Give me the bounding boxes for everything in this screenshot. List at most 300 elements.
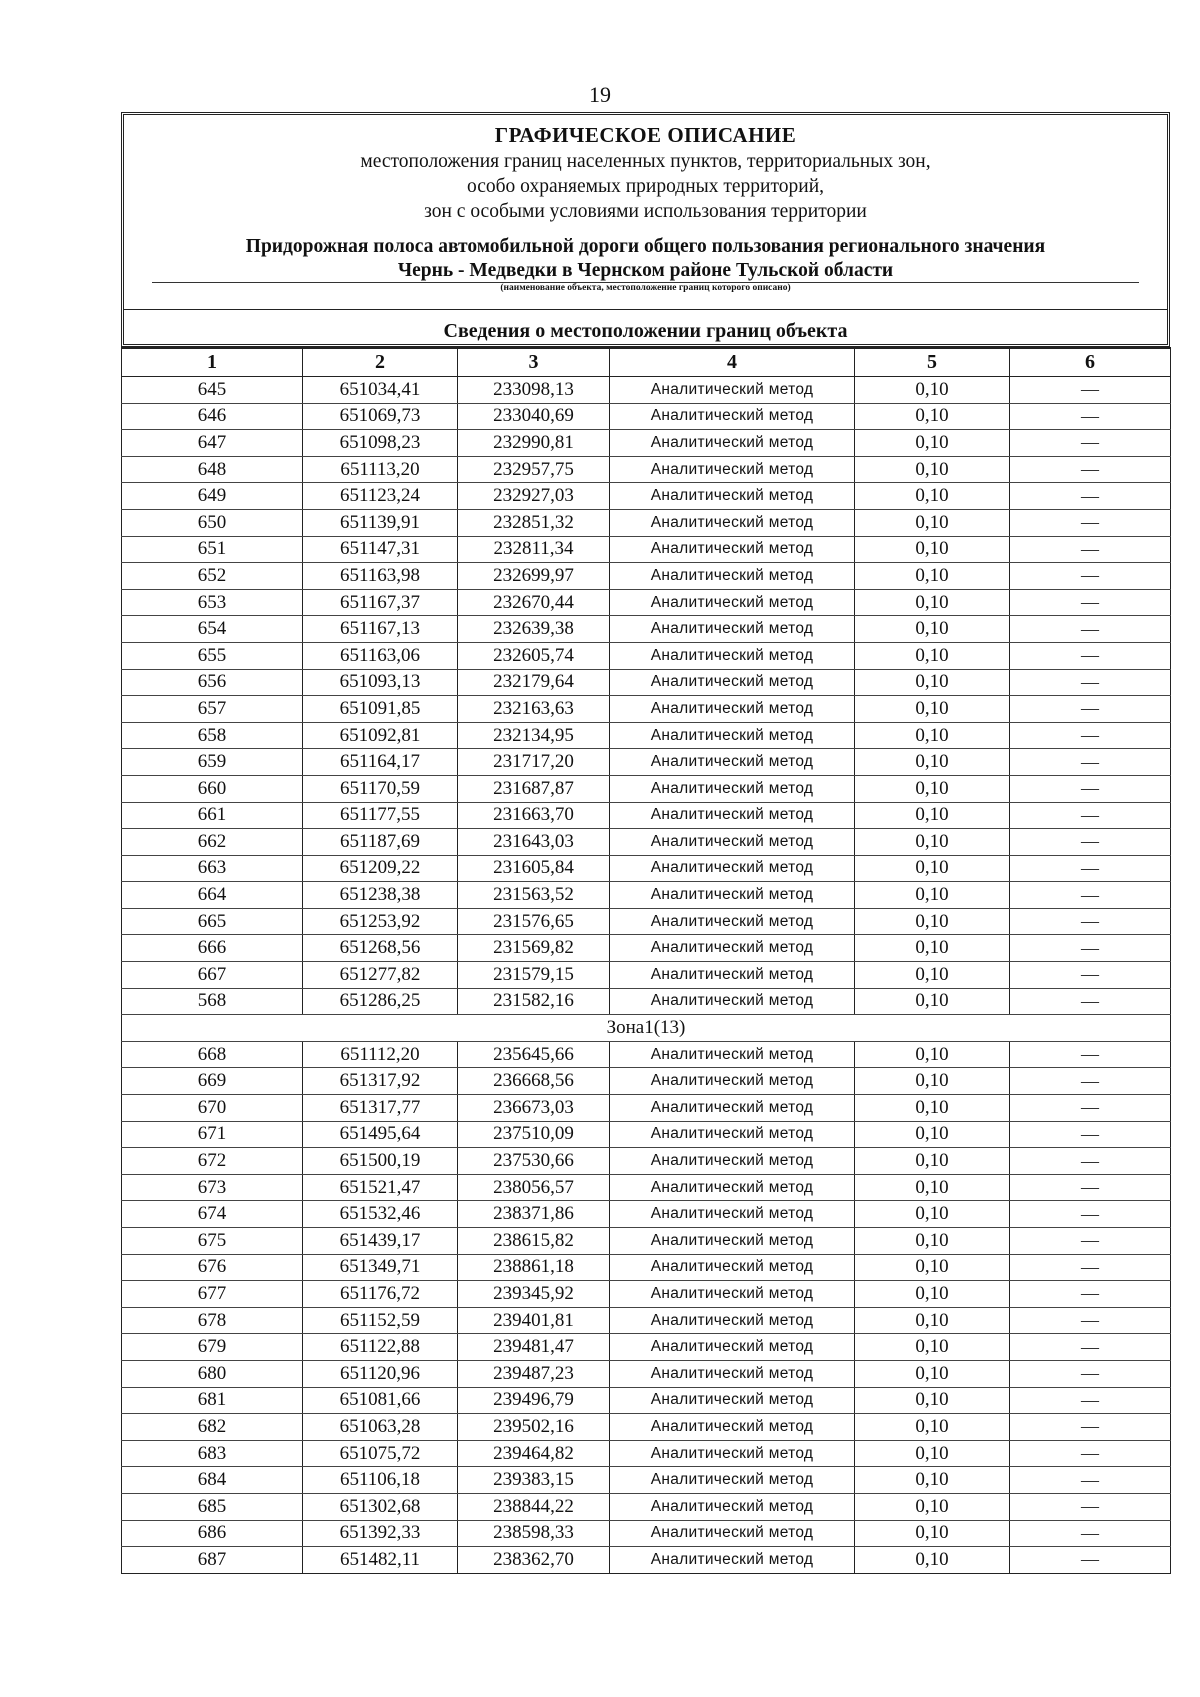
point-number-cell: 657 (122, 696, 303, 723)
description-cell: — (1010, 1467, 1171, 1494)
point-number-cell: 682 (122, 1414, 303, 1441)
point-number-cell: 676 (122, 1254, 303, 1281)
description-cell: — (1010, 1387, 1171, 1414)
description-cell: — (1010, 669, 1171, 696)
y-coordinate-cell: 231563,52 (458, 882, 610, 909)
description-cell: — (1010, 855, 1171, 882)
x-coordinate-cell: 651286,25 (303, 988, 458, 1015)
subtitle-line-2: особо охраняемых природных территорий, (467, 176, 824, 197)
method-cell: Аналитический метод (610, 642, 855, 669)
y-coordinate-cell: 232927,03 (458, 483, 610, 510)
x-coordinate-cell: 651167,37 (303, 589, 458, 616)
description-cell: — (1010, 430, 1171, 457)
x-coordinate-cell: 651122,88 (303, 1334, 458, 1361)
accuracy-cell: 0,10 (855, 1148, 1010, 1175)
description-cell: — (1010, 749, 1171, 776)
column-header: 5 (855, 348, 1010, 377)
y-coordinate-cell: 231643,03 (458, 829, 610, 856)
y-coordinate-cell: 237530,66 (458, 1148, 610, 1175)
accuracy-cell: 0,10 (855, 1174, 1010, 1201)
method-cell: Аналитический метод (610, 377, 855, 404)
x-coordinate-cell: 651139,91 (303, 509, 458, 536)
description-cell: — (1010, 962, 1171, 989)
point-number-cell: 672 (122, 1148, 303, 1175)
x-coordinate-cell: 651170,59 (303, 775, 458, 802)
table-row (122, 935, 1171, 962)
point-number-cell: 660 (122, 775, 303, 802)
point-number-cell: 670 (122, 1095, 303, 1122)
method-cell: Аналитический метод (610, 1121, 855, 1148)
point-number-cell: 678 (122, 1307, 303, 1334)
column-header: 3 (458, 348, 610, 377)
accuracy-cell: 0,10 (855, 829, 1010, 856)
description-cell: — (1010, 1520, 1171, 1547)
method-cell: Аналитический метод (610, 563, 855, 590)
accuracy-cell: 0,10 (855, 616, 1010, 643)
description-cell: — (1010, 775, 1171, 802)
method-cell: Аналитический метод (610, 1068, 855, 1095)
y-coordinate-cell: 232957,75 (458, 456, 610, 483)
x-coordinate-cell: 651120,96 (303, 1360, 458, 1387)
point-number-cell: 666 (122, 935, 303, 962)
table-row (122, 1520, 1171, 1547)
x-coordinate-cell: 651163,06 (303, 642, 458, 669)
point-number-cell: 655 (122, 642, 303, 669)
x-coordinate-cell: 651112,20 (303, 1041, 458, 1068)
y-coordinate-cell: 236673,03 (458, 1095, 610, 1122)
method-cell: Аналитический метод (610, 509, 855, 536)
x-coordinate-cell: 651164,17 (303, 749, 458, 776)
method-cell: Аналитический метод (610, 1095, 855, 1122)
description-cell: — (1010, 1360, 1171, 1387)
method-cell: Аналитический метод (610, 1148, 855, 1175)
point-number-cell: 684 (122, 1467, 303, 1494)
point-number-cell: 677 (122, 1281, 303, 1308)
description-cell: — (1010, 829, 1171, 856)
point-number-cell: 651 (122, 536, 303, 563)
table-row (122, 430, 1171, 457)
table-row (122, 1360, 1171, 1387)
table-row (122, 483, 1171, 510)
method-cell: Аналитический метод (610, 1041, 855, 1068)
description-cell: — (1010, 696, 1171, 723)
accuracy-cell: 0,10 (855, 1201, 1010, 1228)
point-number-cell: 645 (122, 377, 303, 404)
point-number-cell: 667 (122, 962, 303, 989)
table-row (122, 1281, 1171, 1308)
point-number-cell: 669 (122, 1068, 303, 1095)
table-row (122, 1467, 1171, 1494)
point-number-cell: 653 (122, 589, 303, 616)
accuracy-cell: 0,10 (855, 1414, 1010, 1441)
accuracy-cell: 0,10 (855, 563, 1010, 590)
method-cell: Аналитический метод (610, 1201, 855, 1228)
table-row (122, 1068, 1171, 1095)
accuracy-cell: 0,10 (855, 749, 1010, 776)
accuracy-cell: 0,10 (855, 403, 1010, 430)
table-row (122, 696, 1171, 723)
y-coordinate-cell: 231569,82 (458, 935, 610, 962)
method-cell: Аналитический метод (610, 483, 855, 510)
subtitle-line-3: зон с особыми условиями использования территории (424, 201, 867, 222)
accuracy-cell: 0,10 (855, 1520, 1010, 1547)
accuracy-cell: 0,10 (855, 669, 1010, 696)
description-cell: — (1010, 1281, 1171, 1308)
point-number-cell: 658 (122, 722, 303, 749)
accuracy-cell: 0,10 (855, 1440, 1010, 1467)
point-number-cell: 685 (122, 1493, 303, 1520)
method-cell: Аналитический метод (610, 829, 855, 856)
table-row (122, 1440, 1171, 1467)
column-header: 4 (610, 348, 855, 377)
x-coordinate-cell: 651238,38 (303, 882, 458, 909)
y-coordinate-cell: 238362,70 (458, 1547, 610, 1574)
method-cell: Аналитический метод (610, 1281, 855, 1308)
method-cell: Аналитический метод (610, 430, 855, 457)
table-row (122, 1254, 1171, 1281)
accuracy-cell: 0,10 (855, 1254, 1010, 1281)
description-cell: — (1010, 722, 1171, 749)
accuracy-cell: 0,10 (855, 696, 1010, 723)
y-coordinate-cell: 231582,16 (458, 988, 610, 1015)
x-coordinate-cell: 651163,98 (303, 563, 458, 590)
description-cell: — (1010, 1228, 1171, 1255)
point-number-cell: 652 (122, 563, 303, 590)
accuracy-cell: 0,10 (855, 377, 1010, 404)
point-number-cell: 656 (122, 669, 303, 696)
description-cell: — (1010, 509, 1171, 536)
description-cell: — (1010, 1440, 1171, 1467)
point-number-cell: 663 (122, 855, 303, 882)
x-coordinate-cell: 651482,11 (303, 1547, 458, 1574)
method-cell: Аналитический метод (610, 722, 855, 749)
method-cell: Аналитический метод (610, 1307, 855, 1334)
y-coordinate-cell: 231605,84 (458, 855, 610, 882)
x-coordinate-cell: 651176,72 (303, 1281, 458, 1308)
x-coordinate-cell: 651177,55 (303, 802, 458, 829)
y-coordinate-cell: 232605,74 (458, 642, 610, 669)
accuracy-cell: 0,10 (855, 483, 1010, 510)
table-row (122, 1174, 1171, 1201)
method-cell: Аналитический метод (610, 403, 855, 430)
table-row (122, 377, 1171, 404)
x-coordinate-cell: 651439,17 (303, 1228, 458, 1255)
point-number-cell: 687 (122, 1547, 303, 1574)
method-cell: Аналитический метод (610, 988, 855, 1015)
method-cell: Аналитический метод (610, 1228, 855, 1255)
x-coordinate-cell: 651152,59 (303, 1307, 458, 1334)
method-cell: Аналитический метод (610, 669, 855, 696)
accuracy-cell: 0,10 (855, 908, 1010, 935)
accuracy-cell: 0,10 (855, 1360, 1010, 1387)
table-row (122, 1334, 1171, 1361)
page-number: 19 (589, 82, 611, 107)
method-cell: Аналитический метод (610, 1440, 855, 1467)
description-cell: — (1010, 536, 1171, 563)
point-number-cell: 664 (122, 882, 303, 909)
point-number-cell: 654 (122, 616, 303, 643)
header-separator (124, 309, 1167, 310)
column-header: 1 (122, 348, 303, 377)
x-coordinate-cell: 651392,33 (303, 1520, 458, 1547)
table-row (122, 1201, 1171, 1228)
y-coordinate-cell: 239481,47 (458, 1334, 610, 1361)
table-row (122, 882, 1171, 909)
x-coordinate-cell: 651123,24 (303, 483, 458, 510)
method-cell: Аналитический метод (610, 1254, 855, 1281)
y-coordinate-cell: 236668,56 (458, 1068, 610, 1095)
x-coordinate-cell: 651187,69 (303, 829, 458, 856)
table-row (122, 988, 1171, 1015)
table-row (122, 908, 1171, 935)
zone-row (122, 1015, 1171, 1042)
method-cell: Аналитический метод (610, 616, 855, 643)
accuracy-cell: 0,10 (855, 536, 1010, 563)
description-cell: — (1010, 882, 1171, 909)
accuracy-cell: 0,10 (855, 1387, 1010, 1414)
table-row (122, 722, 1171, 749)
point-number-cell: 650 (122, 509, 303, 536)
description-cell: — (1010, 589, 1171, 616)
y-coordinate-cell: 239345,92 (458, 1281, 610, 1308)
description-cell: — (1010, 1148, 1171, 1175)
accuracy-cell: 0,10 (855, 1467, 1010, 1494)
method-cell: Аналитический метод (610, 882, 855, 909)
method-cell: Аналитический метод (610, 1387, 855, 1414)
method-cell: Аналитический метод (610, 1174, 855, 1201)
x-coordinate-cell: 651034,41 (303, 377, 458, 404)
accuracy-cell: 0,10 (855, 1547, 1010, 1574)
method-cell: Аналитический метод (610, 908, 855, 935)
y-coordinate-cell: 239502,16 (458, 1414, 610, 1441)
x-coordinate-cell: 651302,68 (303, 1493, 458, 1520)
x-coordinate-cell: 651500,19 (303, 1148, 458, 1175)
x-coordinate-cell: 651093,13 (303, 669, 458, 696)
subtitle-line-1: местоположения границ населенных пунктов, территориальных зон, (360, 151, 931, 172)
y-coordinate-cell: 239464,82 (458, 1440, 610, 1467)
point-number-cell: 679 (122, 1334, 303, 1361)
x-coordinate-cell: 651069,73 (303, 403, 458, 430)
table-row (122, 1148, 1171, 1175)
table-body (122, 377, 1171, 1574)
method-cell: Аналитический метод (610, 1493, 855, 1520)
point-number-cell: 661 (122, 802, 303, 829)
accuracy-cell: 0,10 (855, 1307, 1010, 1334)
table-row (122, 403, 1171, 430)
accuracy-cell: 0,10 (855, 509, 1010, 536)
y-coordinate-cell: 232811,34 (458, 536, 610, 563)
description-cell: — (1010, 642, 1171, 669)
description-cell: — (1010, 377, 1171, 404)
x-coordinate-cell: 651268,56 (303, 935, 458, 962)
x-coordinate-cell: 651167,13 (303, 616, 458, 643)
method-cell: Аналитический метод (610, 1360, 855, 1387)
accuracy-cell: 0,10 (855, 802, 1010, 829)
object-name-line-2: Чернь - Медведки в Чернском районе Тульской области (397, 260, 894, 281)
description-cell: — (1010, 1254, 1171, 1281)
x-coordinate-cell: 651495,64 (303, 1121, 458, 1148)
x-coordinate-cell: 651091,85 (303, 696, 458, 723)
accuracy-cell: 0,10 (855, 1281, 1010, 1308)
method-cell: Аналитический метод (610, 1334, 855, 1361)
section-title: Сведения о местоположении границ объекта (443, 320, 848, 342)
accuracy-cell: 0,10 (855, 1041, 1010, 1068)
description-cell: — (1010, 483, 1171, 510)
accuracy-cell: 0,10 (855, 1095, 1010, 1122)
x-coordinate-cell: 651098,23 (303, 430, 458, 457)
y-coordinate-cell: 238056,57 (458, 1174, 610, 1201)
accuracy-cell: 0,10 (855, 935, 1010, 962)
table-row (122, 536, 1171, 563)
table-row (122, 1095, 1171, 1122)
table-row (122, 1414, 1171, 1441)
accuracy-cell: 0,10 (855, 988, 1010, 1015)
accuracy-cell: 0,10 (855, 855, 1010, 882)
table-row (122, 456, 1171, 483)
y-coordinate-cell: 231717,20 (458, 749, 610, 776)
description-cell: — (1010, 935, 1171, 962)
table-row (122, 1547, 1171, 1574)
accuracy-cell: 0,10 (855, 1121, 1010, 1148)
accuracy-cell: 0,10 (855, 1334, 1010, 1361)
table-row (122, 1041, 1171, 1068)
table-row (122, 1307, 1171, 1334)
description-cell: — (1010, 1095, 1171, 1122)
description-cell: — (1010, 563, 1171, 590)
y-coordinate-cell: 238598,33 (458, 1520, 610, 1547)
y-coordinate-cell: 238615,82 (458, 1228, 610, 1255)
y-coordinate-cell: 239383,15 (458, 1467, 610, 1494)
table-row (122, 563, 1171, 590)
description-cell: — (1010, 1334, 1171, 1361)
accuracy-cell: 0,10 (855, 430, 1010, 457)
table-row (122, 669, 1171, 696)
x-coordinate-cell: 651106,18 (303, 1467, 458, 1494)
y-coordinate-cell: 231576,65 (458, 908, 610, 935)
x-coordinate-cell: 651113,20 (303, 456, 458, 483)
header-frame (121, 112, 1170, 347)
y-coordinate-cell: 235645,66 (458, 1041, 610, 1068)
y-coordinate-cell: 232699,97 (458, 563, 610, 590)
method-cell: Аналитический метод (610, 1520, 855, 1547)
y-coordinate-cell: 232990,81 (458, 430, 610, 457)
accuracy-cell: 0,10 (855, 1068, 1010, 1095)
table-row (122, 1228, 1171, 1255)
object-caption: (наименование объекта, местоположение границ которого описано) (500, 283, 791, 293)
table-row (122, 962, 1171, 989)
description-cell: — (1010, 456, 1171, 483)
method-cell: Аналитический метод (610, 749, 855, 776)
x-coordinate-cell: 651349,71 (303, 1254, 458, 1281)
method-cell: Аналитический метод (610, 855, 855, 882)
point-number-cell: 568 (122, 988, 303, 1015)
y-coordinate-cell: 232639,38 (458, 616, 610, 643)
x-coordinate-cell: 651521,47 (303, 1174, 458, 1201)
description-cell: — (1010, 1493, 1171, 1520)
description-cell: — (1010, 802, 1171, 829)
column-header: 2 (303, 348, 458, 377)
y-coordinate-cell: 232134,95 (458, 722, 610, 749)
accuracy-cell: 0,10 (855, 775, 1010, 802)
point-number-cell: 659 (122, 749, 303, 776)
description-cell: — (1010, 908, 1171, 935)
description-cell: — (1010, 1201, 1171, 1228)
x-coordinate-cell: 651092,81 (303, 722, 458, 749)
accuracy-cell: 0,10 (855, 589, 1010, 616)
y-coordinate-cell: 239487,23 (458, 1360, 610, 1387)
accuracy-cell: 0,10 (855, 642, 1010, 669)
point-number-cell: 648 (122, 456, 303, 483)
table-row (122, 1121, 1171, 1148)
object-name-line-1: Придорожная полоса автомобильной дороги общего пользования регионального значения (245, 236, 1046, 257)
y-coordinate-cell: 233098,13 (458, 377, 610, 404)
y-coordinate-cell: 232851,32 (458, 509, 610, 536)
y-coordinate-cell: 233040,69 (458, 403, 610, 430)
method-cell: Аналитический метод (610, 1547, 855, 1574)
method-cell: Аналитический метод (610, 775, 855, 802)
x-coordinate-cell: 651063,28 (303, 1414, 458, 1441)
x-coordinate-cell: 651317,92 (303, 1068, 458, 1095)
table-row (122, 616, 1171, 643)
method-cell: Аналитический метод (610, 962, 855, 989)
y-coordinate-cell: 231663,70 (458, 802, 610, 829)
y-coordinate-cell: 238371,86 (458, 1201, 610, 1228)
x-coordinate-cell: 651147,31 (303, 536, 458, 563)
point-number-cell: 686 (122, 1520, 303, 1547)
y-coordinate-cell: 239401,81 (458, 1307, 610, 1334)
table-row (122, 589, 1171, 616)
description-cell: — (1010, 988, 1171, 1015)
method-cell: Аналитический метод (610, 935, 855, 962)
description-cell: — (1010, 1414, 1171, 1441)
table-row (122, 829, 1171, 856)
description-cell: — (1010, 1307, 1171, 1334)
point-number-cell: 671 (122, 1121, 303, 1148)
point-number-cell: 674 (122, 1201, 303, 1228)
x-coordinate-cell: 651532,46 (303, 1201, 458, 1228)
point-number-cell: 665 (122, 908, 303, 935)
description-cell: — (1010, 1068, 1171, 1095)
point-number-cell: 681 (122, 1387, 303, 1414)
description-cell: — (1010, 1121, 1171, 1148)
point-number-cell: 662 (122, 829, 303, 856)
y-coordinate-cell: 231579,15 (458, 962, 610, 989)
y-coordinate-cell: 238861,18 (458, 1254, 610, 1281)
y-coordinate-cell: 232670,44 (458, 589, 610, 616)
y-coordinate-cell: 238844,22 (458, 1493, 610, 1520)
coordinates-table (121, 347, 1171, 1574)
point-number-cell: 668 (122, 1041, 303, 1068)
x-coordinate-cell: 651075,72 (303, 1440, 458, 1467)
method-cell: Аналитический метод (610, 589, 855, 616)
accuracy-cell: 0,10 (855, 1493, 1010, 1520)
x-coordinate-cell: 651081,66 (303, 1387, 458, 1414)
table-row (122, 1493, 1171, 1520)
x-coordinate-cell: 651317,77 (303, 1095, 458, 1122)
point-number-cell: 675 (122, 1228, 303, 1255)
column-header: 6 (1010, 348, 1171, 377)
method-cell: Аналитический метод (610, 456, 855, 483)
y-coordinate-cell: 239496,79 (458, 1387, 610, 1414)
accuracy-cell: 0,10 (855, 962, 1010, 989)
table-row (122, 642, 1171, 669)
y-coordinate-cell: 237510,09 (458, 1121, 610, 1148)
table-row (122, 775, 1171, 802)
method-cell: Аналитический метод (610, 802, 855, 829)
description-cell: — (1010, 1174, 1171, 1201)
method-cell: Аналитический метод (610, 1414, 855, 1441)
method-cell: Аналитический метод (610, 696, 855, 723)
